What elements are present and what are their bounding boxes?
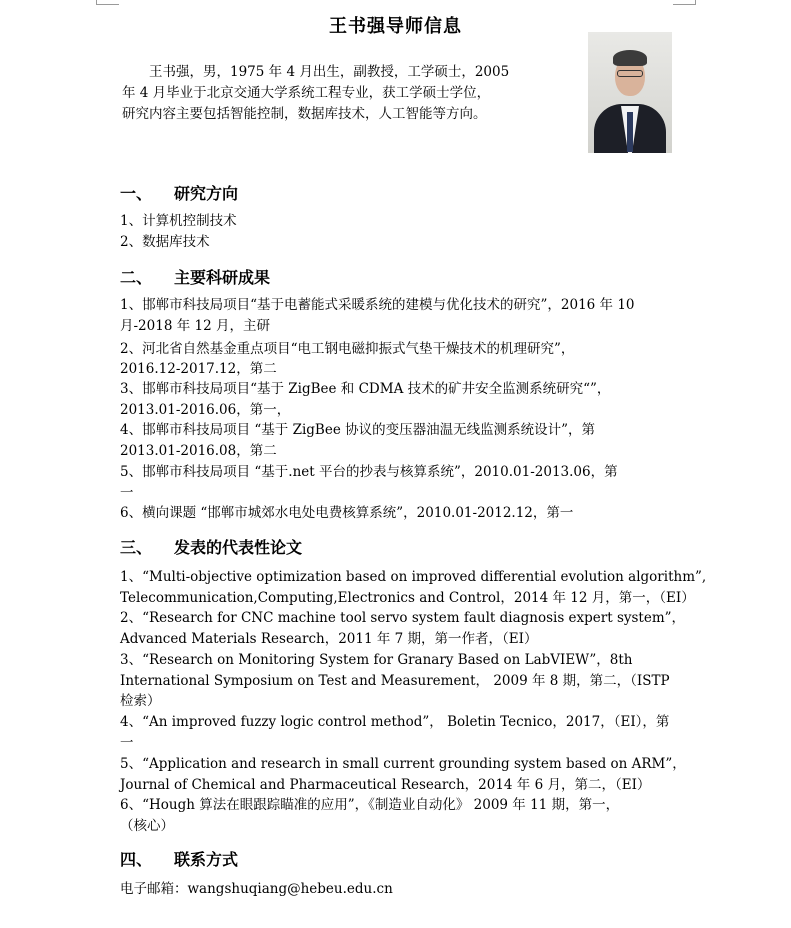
- paper-line: （核心）: [120, 818, 174, 834]
- paper-line: Advanced Materials Research，2011 年 7 期，第一作者，（EI）: [120, 631, 538, 647]
- achievement-line: 6、横向课题 “邯郸市城郊水电处电费核算系统”，2010.01-2012.12，第一: [120, 505, 574, 521]
- section-number: 一、: [120, 184, 153, 203]
- section-title: 联系方式: [174, 850, 239, 869]
- achievement-line: 4、邯郸市科技局项目 “基于 ZigBee 协议的变压器油温无线监测系统设计”，第: [120, 422, 596, 438]
- section-title: 主要科研成果: [174, 268, 271, 287]
- achievement-line: 3、邯郸市科技局项目“基于 ZigBee 和 CDMA 技术的矿井安全监测系统研究“”，: [120, 381, 611, 397]
- achievement-line: 5、邯郸市科技局项目 “基于.net 平台的抄表与核算系统”，2010.01-2013.06，第: [120, 464, 618, 480]
- paper-line: Journal of Chemical and Pharmaceutical Research，2014 年 6 月，第二，（EI）: [120, 777, 651, 793]
- achievement-line: 1、邯郸市科技局项目“基于电蓄能式采暖系统的建模与优化技术的研究”，2016 年 10: [120, 297, 635, 313]
- section-number: 四、: [120, 850, 153, 869]
- paper-line: Telecommunication,Computing,Electronics and Control，2014 年 12 月，第一，（EI）: [120, 590, 695, 606]
- paper-line: International Symposium on Test and Measurement， 2009 年 8 期，第二，（ISTP: [120, 673, 670, 689]
- section-title: 发表的代表性论文: [174, 538, 303, 557]
- paper-line: 1、“Multi-objective optimization based on improved differential evolution algorithm”,: [120, 569, 707, 585]
- section-heading-achievements: [120, 265, 270, 288]
- portrait-photo: [588, 32, 672, 153]
- page-corner-mark-right: [673, 0, 696, 5]
- section-title: 研究方向: [174, 184, 239, 203]
- page-title: 王书强导师信息: [329, 16, 462, 37]
- paper-line: 一: [120, 735, 134, 751]
- intro-line: 王书强，男，1975 年 4 月出生，副教授，工学硕士，2005: [122, 64, 510, 80]
- paper-line: 3、“Research on Monitoring System for Granary Based on LabVIEW”，8th: [120, 652, 633, 668]
- paper-line: 4、“An improved fuzzy logic control method”， Boletin Tecnico，2017，（EI），第: [120, 714, 670, 730]
- section-heading-research: [120, 181, 238, 204]
- achievement-line: 一: [120, 485, 134, 501]
- list-item: 2、数据库技术: [120, 234, 210, 250]
- page-corner-mark-left: [96, 0, 119, 5]
- paper-line: 5、“Application and research in small current grounding system based on ARM”，: [120, 756, 686, 772]
- intro-paragraph: [122, 62, 562, 125]
- section-heading-papers: [120, 535, 302, 558]
- achievement-line: 2、河北省自然基金重点项目“电工钢电磁抑振式气垫干燥技术的机理研究”，: [120, 341, 575, 357]
- paper-line: 检索）: [120, 693, 161, 709]
- achievement-line: 2016.12-2017.12，第二: [120, 361, 277, 377]
- section-number: 三、: [120, 538, 153, 557]
- intro-line: 年 4 月毕业于北京交通大学系统工程专业，获工学硕士学位，: [122, 85, 491, 101]
- paper-line: 2、“Research for CNC machine tool servo system fault diagnosis expert system”，: [120, 610, 686, 626]
- contact-email: 电子邮箱：wangshuqiang@hebeu.edu.cn: [120, 881, 393, 897]
- list-item: 1、计算机控制技术: [120, 213, 237, 229]
- paper-line: 6、“Hough 算法在眼跟踪瞄准的应用”，《制造业自动化》 2009 年 11 期，第一，: [120, 797, 620, 813]
- section-heading-contact: [120, 847, 238, 870]
- intro-line: 研究内容主要包括智能控制，数据库技术，人工智能等方向。: [122, 106, 487, 122]
- section-number: 二、: [120, 268, 153, 287]
- achievement-line: 2013.01-2016.08，第二: [120, 443, 277, 459]
- achievement-line: 月-2018 年 12 月，主研: [120, 318, 270, 334]
- achievement-line: 2013.01-2016.06，第一，: [120, 402, 291, 418]
